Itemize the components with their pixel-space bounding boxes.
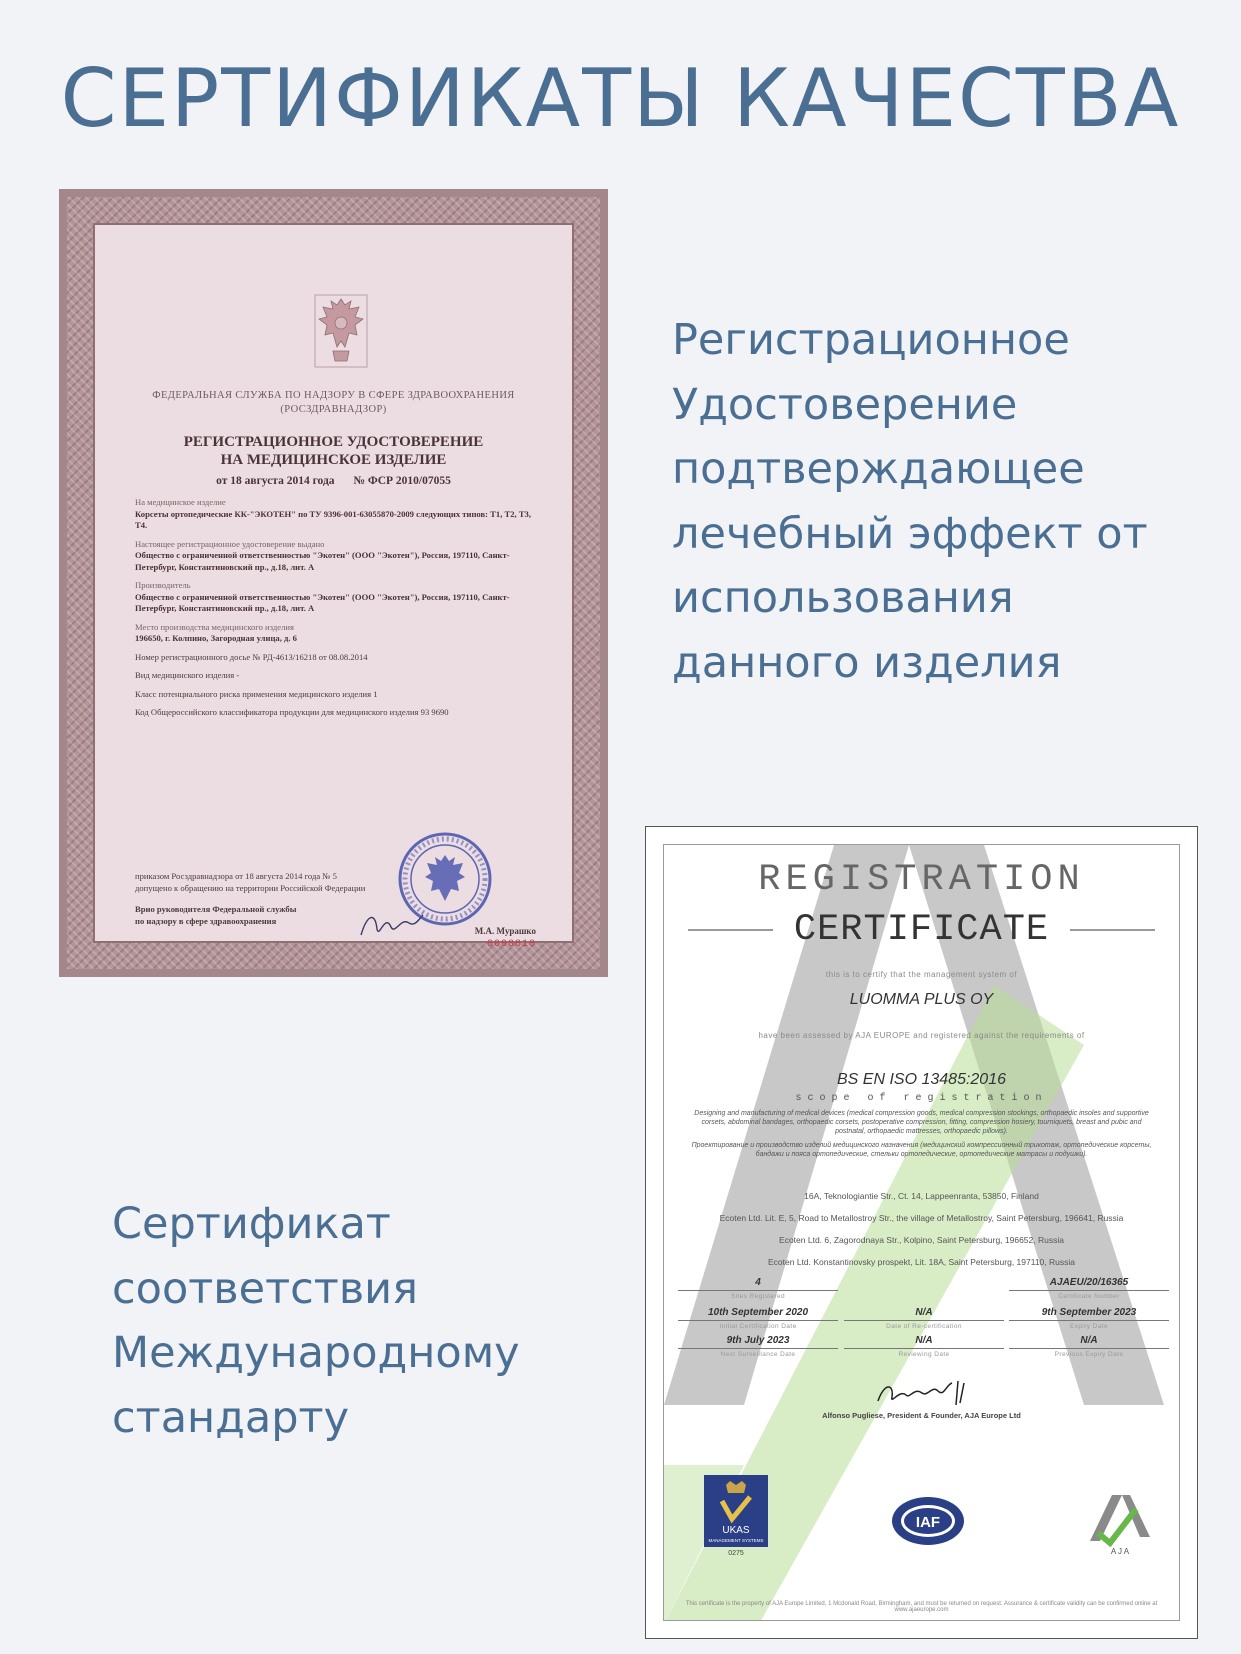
aja-triangle-icon [1084, 1485, 1156, 1557]
ukas-label: UKAS [722, 1525, 750, 1536]
iaf-emblem-icon [890, 1495, 966, 1547]
iso-certificate-frame [663, 844, 1180, 1621]
field-label: Reviewing Date [898, 1351, 950, 1358]
field-value: Общество с ограниченной ответственностью "Экотен" (ООО "Экотен"), Россия, 197110, Санкт-Петербург, Константиновский пр., д.18, лит. А [135, 550, 510, 572]
field-value: N/A [844, 1335, 1004, 1349]
field-product [135, 497, 538, 532]
scope-text-en: Designing and manufacturing of medical devices (medical compression goods, medical compression stockings, orthopaedic insoles and supportive corsets, abdominal bandages, orthopaedic corsets, postoperative compression, fitting, compression hosiery, tourniquets, breast and pubic and postnatal, orthopaedic mattresses, orthopaedic pillows). [694, 1110, 1149, 1135]
ukas-crown-icon [704, 1475, 768, 1557]
caption-line: Удостоверение [672, 379, 1018, 430]
signer-name: Alfonso Pugliese, President & Founder, AJA Europe Ltd [822, 1411, 1021, 1420]
issue-date: от 18 августа 2014 года [216, 475, 335, 487]
order-line: допущено к обращению на территории Российской Федерации [135, 882, 366, 893]
field-value: 9th July 2023 [678, 1335, 838, 1349]
caption-line: подтверждающее [672, 444, 1085, 494]
title-divider [1070, 929, 1155, 931]
reissue-field [844, 1307, 1004, 1330]
field-value: 10th September 2020 [678, 1307, 838, 1321]
sites-field [678, 1277, 838, 1300]
field-label: Certificate Number [1058, 1293, 1120, 1300]
order-line: приказом Росздравнадзора от 18 августа 2014 года № 5 [135, 871, 337, 881]
expiry-field [1009, 1307, 1169, 1330]
official-seal-stamp [397, 831, 493, 927]
iso-registration-certificate [645, 826, 1198, 1639]
certificate-title: CERTIFICATE [793, 909, 1050, 951]
field-label: Initial Certification Date [719, 1323, 797, 1330]
field-label: Previous Expiry Date [1054, 1351, 1124, 1358]
field-label: Настоящее регистрационное удостоверение выдано [135, 538, 325, 549]
assessed-text: have been assessed by AJA EUROPE and registered against the requirements of [758, 1031, 1085, 1040]
field-value: 9th September 2023 [1009, 1307, 1169, 1321]
field-value: AJAEU/20/16365 [1009, 1277, 1169, 1291]
field-label: Date of Re-certification [886, 1323, 962, 1330]
aja-label: A J A [1110, 1547, 1130, 1556]
field-issued-to [135, 539, 538, 574]
field-label: Expiry Date [1070, 1323, 1108, 1330]
caption-line: Международному [112, 1328, 520, 1378]
signatory-line: Врио руководителя Федеральной службы [135, 904, 297, 914]
heading-line: РЕГИСТРАЦИОННОЕ УДОСТОВЕРЕНИЕ [183, 434, 484, 450]
serial-number: 0008810 [486, 939, 536, 950]
field-value: N/A [844, 1307, 1004, 1321]
aja-logo [1084, 1485, 1156, 1561]
registration-title: REGISTRATION [758, 859, 1085, 901]
page-title: СЕРТИФИКАТЫ КАЧЕСТВА [60, 52, 1181, 145]
ru-registration-certificate [59, 189, 608, 977]
certificate-border [67, 197, 600, 969]
field-label: Производитель [135, 580, 191, 590]
field-value: Корсеты ортопедические КК-"ЭКОТЕН" по ТУ 9396-001-63055870-2009 следующих типов: Т1, Т2, Т3, Т4. [135, 508, 531, 530]
field-label: На медицинское изделие [135, 497, 226, 507]
ukas-number: 0275 [728, 1550, 744, 1557]
signer-name: М.А. Мурашко [474, 926, 536, 936]
iaf-logo [890, 1495, 966, 1551]
cert-number-field [1009, 1277, 1169, 1300]
caption-line: соответствия [112, 1263, 418, 1314]
caption-line: данного изделия [672, 637, 1062, 688]
ukas-sub: MANAGEMENT SYSTEMS [708, 1538, 764, 1543]
iso-certificate-content [664, 845, 1179, 1620]
handwritten-signature [874, 1379, 974, 1409]
registration-caption [672, 308, 1148, 695]
date-number-line [105, 476, 562, 488]
ukas-logo [704, 1475, 768, 1561]
field-value: 4 [678, 1277, 838, 1291]
field-label: Место производства медицинского изделия [135, 621, 294, 632]
standard-name: BS EN ISO 13485:2016 [837, 1071, 1006, 1088]
agency-short: (РОСЗДРАВНАДЗОР) [280, 404, 387, 415]
field-label: Sites Registered [730, 1293, 786, 1300]
caption-line: Сертификат [112, 1199, 391, 1249]
certificate-heading [105, 433, 562, 469]
iso-caption [112, 1192, 520, 1450]
certificate-number: № ФСР 2010/07055 [353, 475, 451, 487]
caption-line: Регистрационное [672, 315, 1070, 365]
agency-line: ФЕДЕРАЛЬНАЯ СЛУЖБА ПО НАДЗОРУ В СФЕРЕ ЗДРАВООХРАНЕНИЯ [152, 390, 515, 401]
company-name: LUOMMA PLUS OY [849, 991, 994, 1008]
field-label: Next Surveillance Date [720, 1351, 796, 1358]
field-manufacturer [135, 580, 538, 615]
field-dossier: Номер регистрационного досье № РД-4613/16218 от 08.08.2014 [135, 651, 368, 662]
signatory-line: по надзору в сфере здравоохранения [135, 915, 277, 926]
field-kind: Вид медицинского изделия - [135, 670, 240, 680]
caption-line: лечебный эффект от [672, 508, 1148, 559]
russian-eagle-emblem-icon [311, 289, 371, 371]
field-value: Общество с ограниченной ответственностью "Экотен" (ООО "Экотен"), Россия, 197110, Санкт-Петербург, Константиновский пр., д.18, лит. А [135, 591, 510, 613]
site-address: 16A, Teknologiantie Str., Ct. 14, Lappeenranta, 53850, Finland [804, 1191, 1039, 1201]
issue-date-field [678, 1307, 838, 1330]
previous-expiry-field [1009, 1335, 1169, 1358]
agency-name [113, 389, 554, 417]
field-okp-code: Код Общероссийского классификатора продукции для медицинского изделия 93 9690 [135, 707, 449, 717]
field-value: N/A [1009, 1335, 1169, 1349]
iaf-label: IAF [915, 1514, 941, 1531]
field-risk-class: Класс потенциального риска применения медицинского изделия 1 [135, 688, 378, 699]
certify-text: this is to certify that the management system of [825, 970, 1018, 979]
surveillance-field [678, 1335, 838, 1358]
review-field [844, 1335, 1004, 1358]
field-value: 196650, г. Колпино, Загородная улица, д. 6 [135, 633, 297, 643]
certificate-paper [93, 223, 574, 950]
field-production-site [135, 622, 538, 645]
scope-text-ru: Проектирование и производство изделий медицинского назначения (медицинский компрессионный трикотаж, ортопедические корсеты, бандажи и пояса ортопедические, стельки ортопедические, ортопедические матрасы и подушки). [691, 1142, 1152, 1158]
scope-heading: scope of registration [795, 1093, 1048, 1104]
caption-line: использования [672, 573, 1014, 623]
heading-line: НА МЕДИЦИНСКОЕ ИЗДЕЛИЕ [220, 452, 447, 468]
certificate-body [135, 497, 538, 726]
caption-line: стандарту [112, 1392, 350, 1443]
site-address: Ecoten Ltd. Konstantinovsky prospekt, Lit. 18A, Saint Petersburg, 197110, Russia [768, 1257, 1075, 1267]
certificate-footnote: This certificate is the property of AJA Europe Limited, 1 Mcdonald Road, Birmingham, and must be returned on request. Assurance & certificate validity can be confirmed online at www.ajaeurope.com [685, 1601, 1158, 1613]
site-address: Ecoten Ltd. Lit. E, 5, Road to Metallostroy Str., the village of Metallostroy, Saint Petersburg, 196641, Russia [719, 1213, 1124, 1223]
site-address: Ecoten Ltd. 6, Zagorodnaya Str., Kolpino, Saint Petersburg, 196652, Russia [779, 1235, 1064, 1245]
